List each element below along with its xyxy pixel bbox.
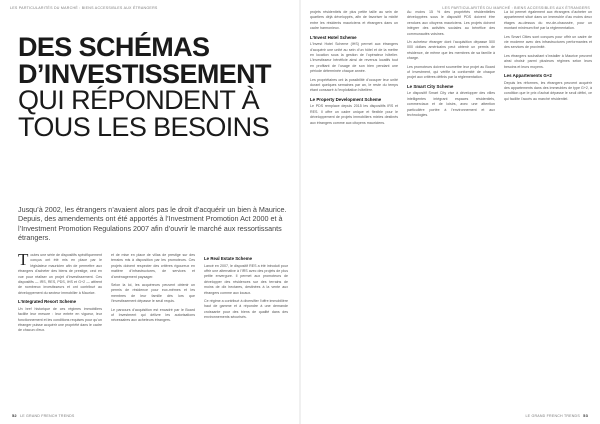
body-paragraph: Ce régime a contribué à diversifier l’offre immobilière haut de gamme et à répondre à une demande croissante pour des biens de qualité dans des environnements sécurisés.: [204, 299, 288, 320]
body-paragraph: La loi permet également aux étrangers d’acheter un appartement situé dans un immeuble d’au moins deux étages au-dessus du rez-de-chaussée, pour un montant minimum fixé par la réglementation.: [504, 10, 592, 31]
body-paragraph: Les promoteurs doivent soumettre leur projet au Board of Investment, qui vérifie la conformité de chaque projet aux critères définis par la réglementation.: [407, 64, 495, 80]
body-column-6: [504, 10, 592, 404]
body-paragraph: outes une série de dispositifs spécifiquement conçus ont été mis en place par le législateur mauricien afin de permettre aux étrangers d’acheter des biens de prestige, ceci en vue pour réaliser un projet d’investissement. Ces dispositifs — IRS, RES, PDS, IHS et G+2 — attirent de nombreux investisseurs et ont contribué au développement du secteur immobilier à Maurice.: [18, 253, 102, 295]
right-page: [300, 0, 600, 424]
body-paragraph: Un bref historique de ces régimes immobiliers facilite leur mesure : leur entrée en vigueur, leur fonctionnement et les conditions requises pour qu’un étranger puisse acquérir une propriété dans le cadre de chacun d’eux.: [18, 306, 102, 333]
article-lede: Jusqu’à 2002, les étrangers n’avaient alors pas le droit d’acquérir un bien à Maurice. Depuis, des amendements ont été apportés à l’Investment Promotion Act 2000 et à l’Investment Promotion Regulations 2007 afin d’ouvrir le marché aux ressortissants étrangers.: [18, 205, 287, 242]
running-head-left: LES PARTICULARITÉS DU MARCHÉ : BIENS ACCESSIBLES AUX ÉTRANGERS: [10, 6, 158, 10]
footer-left: [10, 413, 75, 418]
section-heading: L’Invest Hotel Scheme: [310, 34, 357, 40]
right-body-columns: [310, 10, 592, 404]
headline-line-4: TOUS LES BESOINS: [18, 111, 269, 142]
body-paragraph: Selon la loi, les acquéreurs peuvent obtenir un permis de résidence pour eux-mêmes et les membres de leur famille dès lors que l’investissement dépasse le seuil requis.: [111, 283, 195, 304]
section-heading: L’Integrated Resort Scheme: [18, 299, 77, 305]
section-heading: Le Smart City Scheme: [407, 83, 454, 89]
footer-right: [525, 413, 590, 418]
body-column-5: [407, 10, 495, 404]
body-paragraph: L’Invest Hotel Scheme (IHS) permet aux étrangers d’acquérir une unité au sein d’un hôtel et de la mettre en location sous la gestion de l’opérateur hôtelier. L’investisseur bénéficie ainsi de revenus locatifs tout en profitant de l’usage de son bien pendant une période déterminée chaque année.: [310, 42, 398, 74]
headline-line-1: DES SCHÉMAS: [18, 32, 210, 62]
section-heading: Le Real Estate Scheme: [204, 256, 253, 261]
page-number-right: 53: [583, 413, 588, 418]
page-number-left: 52: [12, 413, 17, 418]
body-paragraph: Les étrangers souhaitant s’installer à Maurice peuvent ainsi choisir parmi plusieurs régimes selon leurs besoins et leurs moyens.: [504, 53, 592, 69]
body-paragraph: Un acheteur étranger dont l’acquisition dépasse 500 000 dollars américains peut obtenir un permis de résidence, de même que les membres de sa famille à charge.: [407, 40, 495, 61]
body-paragraph: Le PDS remplace depuis 2015 les dispositifs IRS et RES. Il offre un cadre unique et flexible pour le développement de projets immobiliers mixtes destinés aux étrangers comme aux citoyens mauriciens.: [310, 104, 398, 125]
body-paragraph: Les propriétaires ont la possibilité d’occuper leur unité durant quelques semaines par an, le reste du temps étant consacré à l’exploitation hôtelière.: [310, 77, 398, 93]
body-paragraph: Les Smart Cities sont conçues pour offrir un cadre de vie moderne avec des infrastructures performantes et des services de proximité.: [504, 34, 592, 50]
body-column-2: [111, 253, 195, 403]
section-heading: Le Property Development Scheme: [310, 96, 382, 102]
body-paragraph: Lancé en 2007, le dispositif RES a été introduit pour offrir une alternative à l’IRS avec des projets de plus petite envergure. Il permet aux promoteurs de développer des résidences sur des terrains de moins de dix hectares, destinées à la vente aux étrangers comme aux locaux.: [204, 263, 288, 295]
headline-line-2: D’INVESTISSEMENT: [18, 58, 271, 89]
running-head-right: LES PARTICULARITÉS DU MARCHÉ : BIENS ACCESSIBLES AUX ÉTRANGERS: [442, 6, 590, 10]
drop-cap: T: [18, 253, 29, 269]
body-column-1: [18, 253, 102, 403]
headline-line-3: QUI RÉPONDENT À: [18, 85, 260, 115]
body-paragraph: Au moins 15 % des propriétés résidentielles développées sous le dispositif PDS doivent être vendues aux citoyens mauriciens. Les projets doivent intégrer des activités sociales au bénéfice des communautés voisines.: [407, 10, 495, 36]
body-column-3: [204, 253, 288, 403]
body-paragraph: Depuis les réformes, les étrangers peuvent acquérir des appartements dans des immeubles de type G+2, à condition que le prix d’achat dépasse le seuil défini, ce qui facilite l’accès au marché résidentiel.: [504, 80, 592, 101]
left-body-columns: [18, 253, 288, 403]
body-column-4: [310, 10, 398, 404]
body-paragraph: Le parcours d’acquisition est encadré par le Board of Investment qui délivre les autorisations nécessaires aux acheteurs étrangers.: [111, 307, 195, 323]
article-headline: [18, 34, 293, 140]
footer-publication-right: LE GRAND FRENCH TRENDS: [525, 414, 580, 418]
body-paragraph: projets résidentiels de plus petite taille au sein de quartiers déjà développés, afin de favoriser la mixité entre les résidents mauriciens et étrangers dans un cadre harmonieux.: [310, 10, 398, 31]
section-heading: Les Appartements G+2: [504, 73, 552, 79]
body-paragraph: et de mise en place de villas de prestige sur des terrains mis à disposition par les promoteurs. Ces projets doivent respecter des critères rigoureux en matière d’infrastructures, de services et d’aménagement paysager.: [111, 253, 195, 279]
footer-publication-left: LE GRAND FRENCH TRENDS: [20, 414, 75, 418]
body-paragraph: Le dispositif Smart City vise à développer des villes intelligentes intégrant espaces résidentiels, commerciaux et de loisirs, avec une attention particulière portée à l’environnement et aux technologies.: [407, 91, 495, 118]
